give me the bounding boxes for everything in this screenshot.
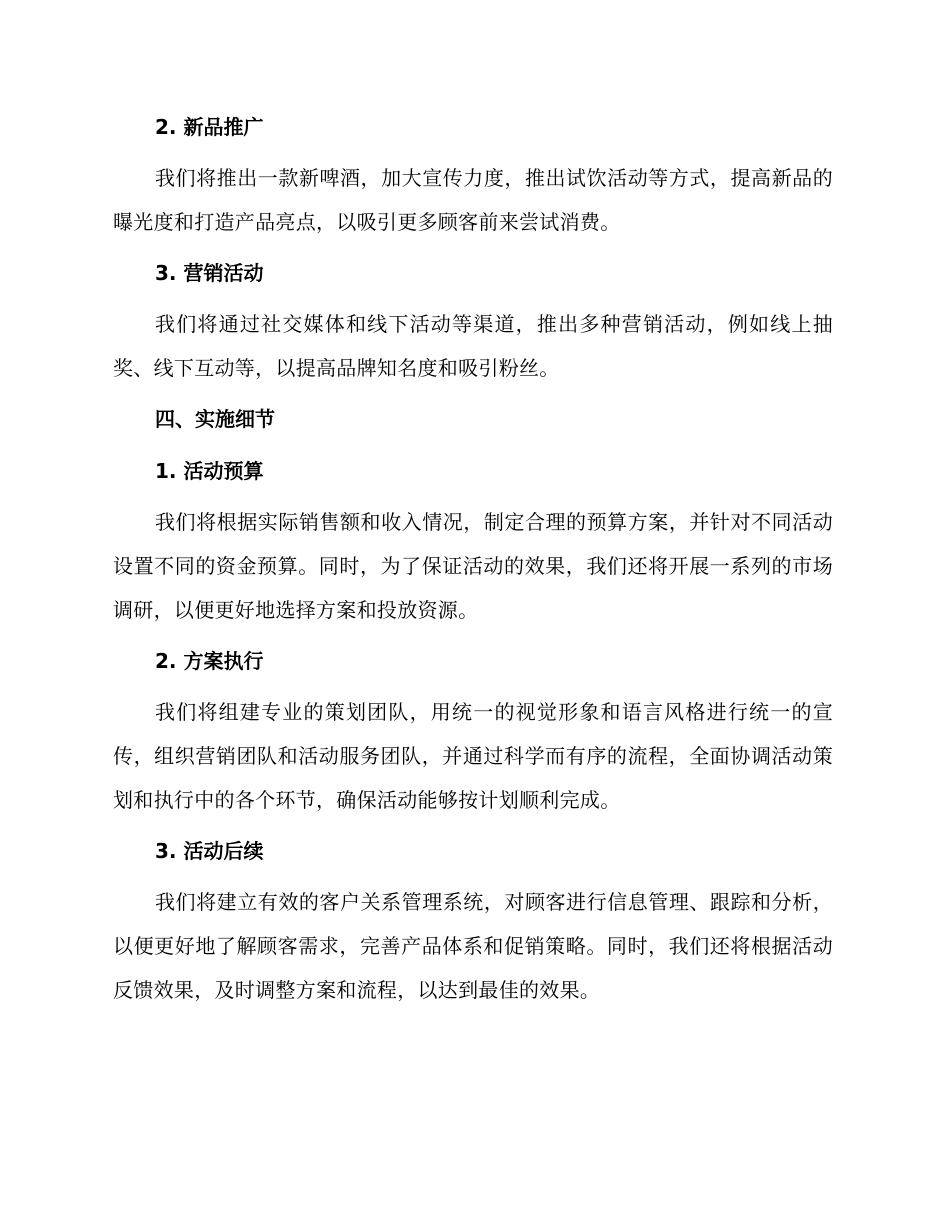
document-body (113, 104, 833, 1012)
section-paragraph-followup: 我们将建立有效的客户关系管理系统，对顾客进行信息管理、跟踪和分析，以便更好地了解顾客需求，完善产品体系和促销策略。同时，我们还将根据活动反馈效果，及时调整方案和流程，以达到最佳的效果。 (113, 890, 833, 1002)
section-paragraph-budget: 我们将根据实际销售额和收入情况，制定合理的预算方案，并针对不同活动设置不同的资金预算。同时，为了保证活动的效果，我们还将开展一系列的市场调研，以便更好地选择方案和投放资源。 (113, 510, 833, 622)
section-heading-implementation: 四、实施细节 (155, 407, 275, 431)
section-heading-marketing: 3. 营销活动 (155, 261, 264, 285)
section-heading-followup: 3. 活动后续 (155, 839, 264, 863)
section-paragraph-execution: 我们将组建专业的策划团队，用统一的视觉形象和语言风格进行统一的宣传，组织营销团队和活动服务团队，并通过科学而有序的流程，全面协调活动策划和执行中的各个环节，确保活动能够按计划顺利完成。 (113, 700, 833, 812)
section-heading-new-product: 2. 新品推广 (155, 115, 264, 139)
section-heading-budget: 1. 活动预算 (155, 459, 264, 483)
section-heading-execution: 2. 方案执行 (155, 649, 264, 673)
section-paragraph-new-product: 我们将推出一款新啤酒，加大宣传力度，推出试饮活动等方式，提高新品的曝光度和打造产品亮点，以吸引更多顾客前来尝试消费。 (113, 166, 833, 234)
section-paragraph-marketing: 我们将通过社交媒体和线下活动等渠道，推出多种营销活动，例如线上抽奖、线下互动等，以提高品牌知名度和吸引粉丝。 (113, 312, 833, 380)
